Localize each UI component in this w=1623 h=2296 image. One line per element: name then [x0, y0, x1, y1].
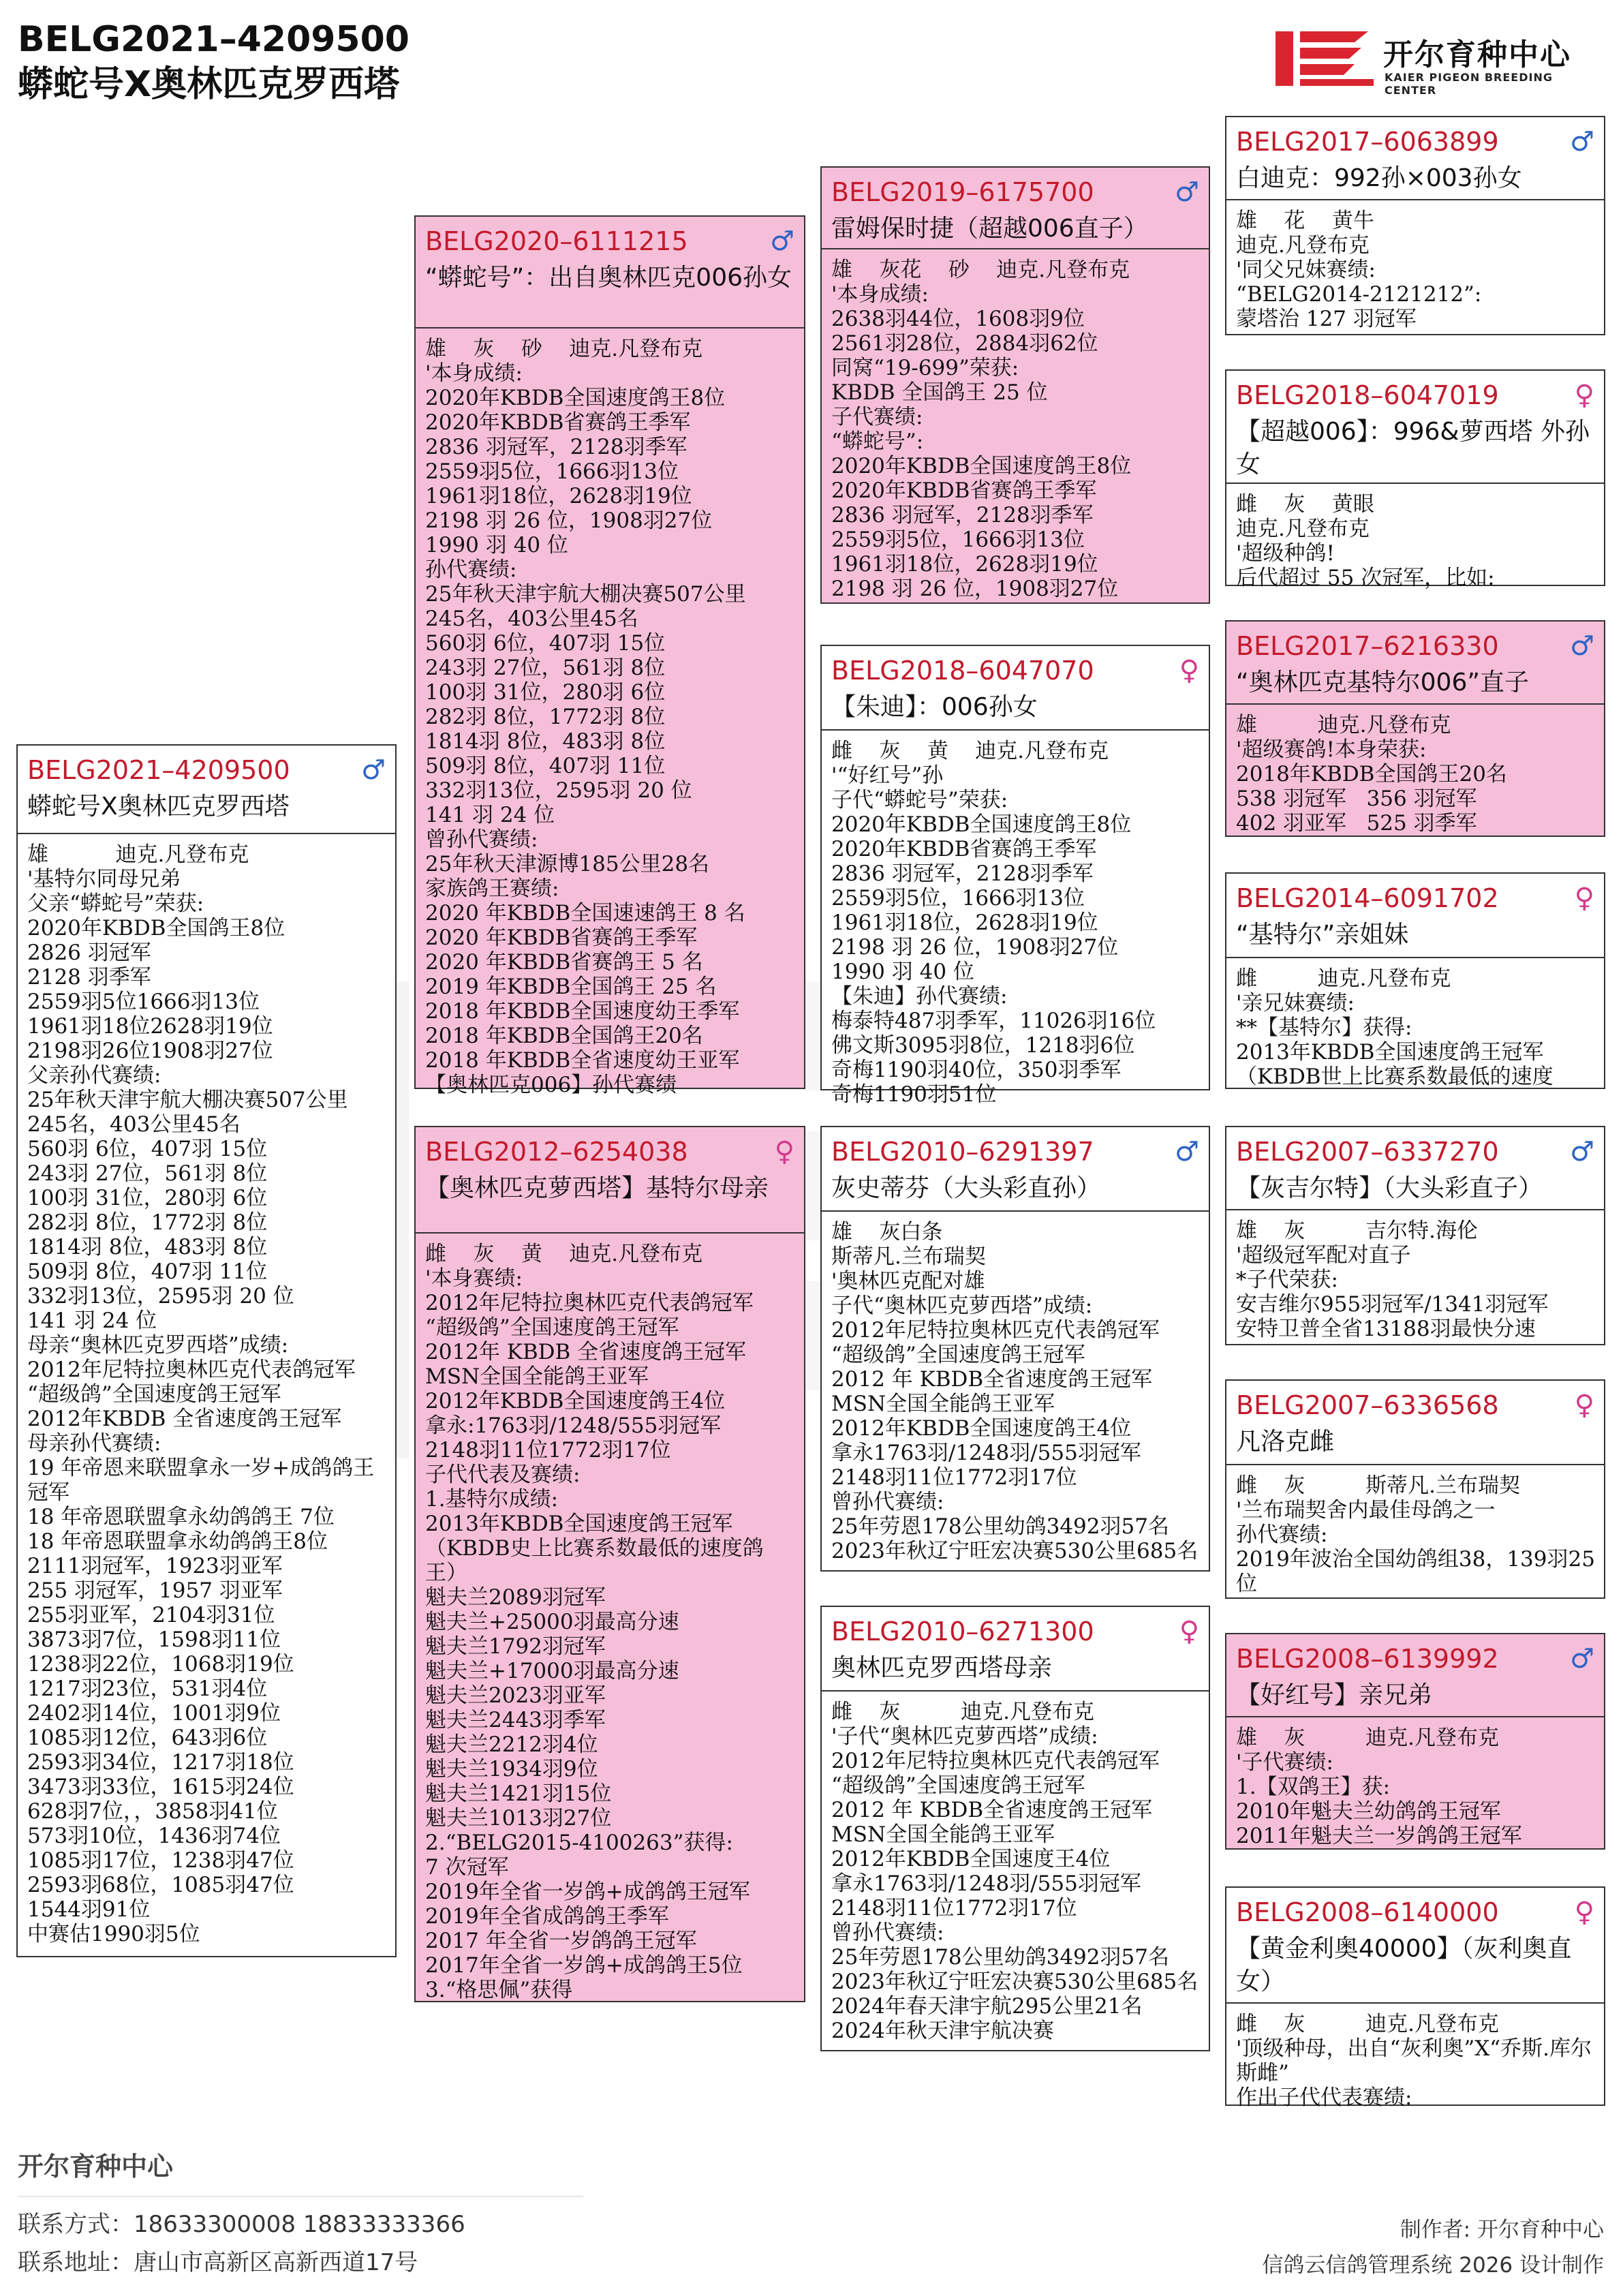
footer-system: 信鸽云信鸽管理系统 2026 设计制作: [1262, 2253, 1604, 2278]
pigeon-name: 【黄金利奥40000】（灰利奥直女）: [1236, 1935, 1572, 1995]
ring-number: BELG2021–4209500: [27, 755, 290, 785]
ring-number: BELG2008–6140000: [1236, 1897, 1499, 1927]
pedigree-card-c2: [414, 1126, 805, 2002]
footer-company: 开尔育种中心: [18, 2152, 174, 2182]
ring-number: BELG2019–6175700: [831, 177, 1094, 207]
female-icon: ♀: [1574, 1897, 1594, 1928]
pigeon-details: 雄 灰 迪克.凡登布克 '子代赛绩: 1.【双鸽王】获: 2010年魁夫兰幼鸽鸽王冠军 2011年魁夫兰一岁鸽鸽王冠军: [1236, 1726, 1522, 1848]
card-divider: [416, 327, 804, 328]
card-divider: [1226, 199, 1604, 200]
card-divider: [18, 833, 395, 834]
female-icon: ♀: [1574, 380, 1594, 411]
card-divider: [1226, 957, 1604, 958]
pigeon-name: 【灰吉尔特】（大头彩直子）: [1236, 1174, 1543, 1202]
pigeon-details: 雌 灰 斯蒂凡.兰布瑞契 '兰布瑞契舍内最佳母鸽之一 孙代赛绩: 2019年波治全国幼鸽组38，139羽25位: [1236, 1473, 1595, 1596]
pedigree-header-title: BELG2021–4209500: [18, 19, 409, 60]
card-divider: [1226, 1209, 1604, 1210]
pedigree-card-c13: [1225, 1633, 1605, 1850]
pigeon-name: 白迪克：992孙×003孙女: [1236, 164, 1522, 192]
female-icon: ♀: [774, 1136, 794, 1167]
pigeon-details: 雌 灰 黄眼 迪克.凡登布克 '超级种鸽! 后代超过 55 次冠军，比如:: [1236, 492, 1495, 590]
pigeon-name: 蟒蛇号X奥林匹克罗西塔: [27, 793, 290, 821]
pigeon-details: 雄 花 黄牛 迪克.凡登布克 '同父兄妹赛绩: “BELG2014-2121212”: 蒙塔治 127 羽冠军: [1236, 209, 1482, 331]
footer-divider: [18, 2196, 583, 2197]
pigeon-name: “基特尔”亲姐妹: [1236, 921, 1409, 949]
pigeon-name: 奥林匹克罗西塔母亲: [831, 1654, 1053, 1682]
footer-maker: 制作者: 开尔育种中心: [1400, 2218, 1604, 2242]
pedigree-header-subtitle: 蟒蛇号X奥林匹克罗西塔: [18, 64, 400, 105]
pedigree-card-c10: [1225, 872, 1605, 1089]
male-icon: ♂: [1570, 126, 1594, 157]
pedigree-card-c8: [1225, 369, 1605, 590]
pigeon-name: 【奥林匹克萝西塔】基特尔母亲: [425, 1174, 769, 1202]
male-icon: ♂: [1175, 177, 1199, 208]
pigeon-details: 雌 灰 迪克.凡登布克 '子代“奥林匹克萝西塔”成绩: 2012年尼特拉奥林匹克代表鸽冠军 “超级鸽”全国速度鸽王冠军 2012 年 KBDB全省速度鸽王冠军 MSN全国全能鸽王亚军 2012年KBDB全国速度王4位 拿永1763羽/1248羽/555羽冠军 2148羽11位1772羽17位 曾孙代赛绩: 25年劳恩178公里幼鸽3492羽57名 2023年秋辽宁旺宏决赛530公里685名 2024年春天津宇航295公里21名 2024年秋天津宇航决赛: [831, 1700, 1199, 2043]
card-divider: [416, 1232, 804, 1234]
pedigree-card-c7: [1225, 116, 1605, 335]
ring-number: BELG2020–6111215: [425, 226, 688, 256]
pigeon-details: 雌 迪克.凡登布克 '亲兄妹赛绩: **【基特尔】获得: 2013年KBDB全国速度鸽王冠军 （KBDB世上比赛系数最低的速度: [1236, 966, 1554, 1089]
ring-number: BELG2018–6047019: [1236, 380, 1499, 410]
ring-number: BELG2007–6337270: [1236, 1137, 1499, 1167]
ring-number: BELG2017–6063899: [1236, 127, 1499, 157]
female-icon: ♀: [1179, 655, 1199, 686]
card-divider: [1226, 2002, 1604, 2004]
female-icon: ♀: [1574, 1390, 1594, 1421]
card-divider: [1226, 703, 1604, 705]
brand-name-cn: 开尔育种中心: [1383, 37, 1571, 72]
pigeon-details: 雄 迪克.凡登布克 '超级赛鸽!本身荣获: 2018年KBDB全国鸽王20名 538 羽冠军 356 羽冠军 402 羽亚军 525 羽季军: [1236, 713, 1507, 836]
pigeon-details: 雌 灰 黄 迪克.凡登布克 '本身赛绩: 2012年尼特拉奥林匹克代表鸽冠军 “超级鸽”全国速度鸽王冠军 2012年 KBDB 全省速度鸽王冠军 MSN全国全能鸽王亚军 2012年KBDB全国速度鸽王4位 拿永:1763羽/1248/555羽冠军 2148羽11位1772羽17位 子代代表及赛绩: 1.基特尔成绩: 2013年KBDB全国速度鸽王冠军 （KBDB史上比赛系数最低的速度鸽王） 魁夫兰2089羽冠军 魁夫兰+25000羽最高分速 魁夫兰1792羽冠军 魁夫兰+17000羽最高分速 魁夫兰2023羽亚军 魁夫兰2443羽季军 魁夫兰2212羽4位 魁夫兰1934羽9位 魁夫兰1421羽15位 魁夫兰1013羽27位 2.“BELG2015-4100263”获得: 7 次冠军 2019年全省一岁鸽+成鸽鸽王冠军 2019年全省成鸽鸽王季军 2017 年全省一岁鸽鸽王冠军 2017年全省一岁鸽+成鸽鸽王5位 3.“格思佩”获得: [425, 1242, 764, 2002]
pigeon-name: 灰史蒂芬（大头彩直孙）: [831, 1174, 1102, 1202]
ring-number: BELG2010–6271300: [831, 1617, 1094, 1647]
male-icon: ♂: [770, 226, 794, 257]
pigeon-name: 【朱迪】：006孙女: [831, 693, 1038, 721]
pigeon-details: 雄 灰 砂 迪克.凡登布克 '本身成绩: 2020年KBDB全国速度鸽王8位 2020年KBDB省赛鸽王季军 2836 羽冠军，2128羽季军 2559羽5位，1666羽13位 1961羽18位，2628羽19位 2198 羽 26 位，1908羽27位 1990 羽 40 位 孙代赛绩: 25年秋天津宇航大棚决赛507公里 245名，403公里45名 560羽 6位，407羽 15位 243羽 27位，561羽 8位 100羽 31位，280羽 6位 282羽 8位，1772羽 8位 1814羽 8位，483羽 8位 509羽 8位，407羽 11位 332羽13位，2595羽 20 位 141 羽 24 位 曾孙代赛绩: 25年秋天津源博185公里28名 家族鸽王赛绩: 2020 年KBDB全国速速鸽王 8 名 2020 年KBDB省赛鸽王季军 2020 年KBDB省赛鸽王 5 名 2019 年KBDB全国鸽王 25 名 2018 年KBDB全国速度幼王季军 2018 年KBDB全国鸽王20名 2018 年KBDB全省速度幼王亚军 【奥林匹克006】孙代赛绩: [425, 337, 746, 1097]
female-icon: ♀: [1179, 1616, 1199, 1647]
footer-contact: 联系方式：18633300008 18833333366: [18, 2211, 465, 2238]
brand-logo-icon: [1273, 26, 1375, 91]
ring-number: BELG2010–6291397: [831, 1137, 1094, 1167]
pedigree-card-c6: [820, 1606, 1210, 2051]
male-icon: ♂: [1570, 1136, 1594, 1167]
card-divider: [822, 1210, 1209, 1212]
pedigree-card-c14: [1225, 1886, 1605, 2110]
pigeon-name: “奥林匹克基特尔006”直子: [1236, 669, 1530, 697]
card-divider: [1226, 483, 1604, 484]
footer-address: 联系地址：唐山市高新区高新西道17号: [18, 2249, 418, 2276]
ring-number: BELG2017–6216330: [1236, 631, 1499, 661]
pigeon-name: 凡洛克雌: [1236, 1428, 1335, 1456]
pigeon-details: 雄 灰花 砂 迪克.凡登布克 '本身成绩: 2638羽44位，1608羽9位 2561羽28位，2884羽62位 同窝“19-699”荣获: KBDB 全国鸽王 25 位 子代赛绩: “蟒蛇号”: 2020年KBDB全国速度鸽王8位 2020年KBDB省赛鸽王季军 2836 羽冠军，2128羽季军 2559羽5位，1666羽13位 1961羽18位，2628羽19位 2198 羽 26 位，1908羽27位: [831, 258, 1132, 601]
ring-number: BELG2008–6139992: [1236, 1644, 1499, 1674]
pedigree-card-c1: [414, 215, 805, 1097]
card-divider: [822, 1690, 1209, 1692]
card-divider: [822, 248, 1209, 249]
pigeon-name: 雷姆保时捷（超越006直子）: [831, 215, 1148, 243]
brand-name-en: KAIER PIGEON BREEDING CENTER: [1385, 71, 1553, 97]
pedigree-card-c4: [820, 645, 1210, 1107]
ring-number: BELG2007–6336568: [1236, 1390, 1499, 1420]
male-icon: ♂: [1570, 1643, 1594, 1674]
card-divider: [822, 729, 1209, 731]
pigeon-name: 【超越006】：996&萝西塔 外孙女: [1236, 418, 1590, 478]
ring-number: BELG2018–6047070: [831, 656, 1094, 686]
female-icon: ♀: [1574, 883, 1594, 914]
pedigree-card-c11: [1225, 1126, 1605, 1345]
card-divider: [1226, 1464, 1604, 1465]
pedigree-card-c12: [1225, 1379, 1605, 1599]
pigeon-name: “蟒蛇号”：出自奥林匹克006孙女: [425, 264, 792, 292]
pigeon-details: 雄 迪克.凡登布克 '基特尔同母兄弟 父亲“蟒蛇号”荣获: 2020年KBDB全国鸽王8位 2826 羽冠军 2128 羽季军 2559羽5位1666羽13位 1961羽18位2628羽19位 2198羽26位1908羽27位 父亲孙代赛绩: 25年秋天津宇航大棚决赛507公里 245名，403公里45名 560羽 6位，407羽 15位 243羽 27位，561羽 8位 100羽 31位，280羽 6位 282羽 8位，1772羽 8位 1814羽 8位，483羽 8位 509羽 8位，407羽 11位 332羽13位，2595羽 20 位 141 羽 24 位 母亲“奥林匹克罗西塔”成绩: 2012年尼特拉奥林匹克代表鸽冠军 “超级鸽”全国速度鸽王冠军 2012年KBDB 全省速度鸽王冠军 母亲孙代赛绩: 19 年帝恩来联盟拿永一岁+成鸽鸽王冠军 18 年帝恩联盟拿永幼鸽鸽王 7位 18 年帝恩联盟拿永幼鸽鸽王8位 2111羽冠军，1923羽亚军 255 羽冠军，1957 羽亚军 255羽亚军，2104羽31位 3873羽7位，1598羽11位 1238羽22位，1068羽19位 1217羽23位，531羽4位 2402羽14位，1001羽9位 1085羽12位，643羽6位 2593羽34位，1217羽18位 3473羽33位，1615羽24位 628羽7位，，3858羽41位 573羽10位，1436羽74位 1085羽17位，1238羽47位 2593羽68位，1085羽47位 1544羽91位 中赛估1990羽5位: [27, 842, 375, 1946]
pigeon-details: 雌 灰 黄 迪克.凡登布克 '“好红号”孙 子代“蟒蛇号”荣获: 2020年KBDB全国速度鸽王8位 2020年KBDB省赛鸽王季军 2836 羽冠军，2128羽季军 2559羽5位，1666羽13位 1961羽18位，2628羽19位 2198 羽 26 位，1908羽27位 1990 羽 40 位 【朱迪】孙代赛绩: 梅泰特487羽季军，11026羽16位 佛文斯3095羽8位，1218羽6位 奇梅1190羽40位，350羽季军 奇梅1190羽51位: [831, 739, 1156, 1107]
pedigree-card-c0: [16, 744, 397, 1957]
male-icon: ♂: [1570, 630, 1594, 662]
pedigree-card-c9: [1225, 620, 1605, 837]
ring-number: BELG2012–6254038: [425, 1137, 688, 1167]
pigeon-details: 雄 灰 吉尔特.海伦 '超级冠军配对直子 *子代荣获: 安吉维尔955羽冠军/1341羽冠军 安特卫普全省13188羽最快分速: [1236, 1219, 1549, 1341]
male-icon: ♂: [1175, 1136, 1199, 1167]
pedigree-card-c5: [820, 1126, 1210, 1572]
pigeon-details: 雄 灰白条 斯蒂凡.兰布瑞契 '奥林匹克配对雄 子代“奥林匹克萝西塔”成绩: 2012年尼特拉奥林匹克代表鸽冠军 “超级鸽”全国速度鸽王冠军 2012 年 KBDB全省速度鸽王冠军 MSN全国全能鸽王亚军 2012年KBDB全国速度鸽王4位 拿永1763羽/1248羽/555羽冠军 2148羽11位1772羽17位 曾孙代赛绩: 25年劳恩178公里幼鸽3492羽57名 2023年秋辽宁旺宏决赛530公里685名: [831, 1220, 1199, 1563]
pigeon-name: 【好红号】亲兄弟: [1236, 1681, 1433, 1709]
brand-logo: [1273, 26, 1600, 97]
male-icon: ♂: [361, 754, 386, 786]
pigeon-details: 雌 灰 迪克.凡登布克 '顶级种母，出自“灰利奥”X“乔斯.库尔斯雌” 作出子代代表赛绩:: [1236, 2012, 1592, 2110]
ring-number: BELG2014–6091702: [1236, 883, 1499, 913]
card-divider: [1226, 1716, 1604, 1717]
pedigree-card-c3: [820, 166, 1210, 604]
